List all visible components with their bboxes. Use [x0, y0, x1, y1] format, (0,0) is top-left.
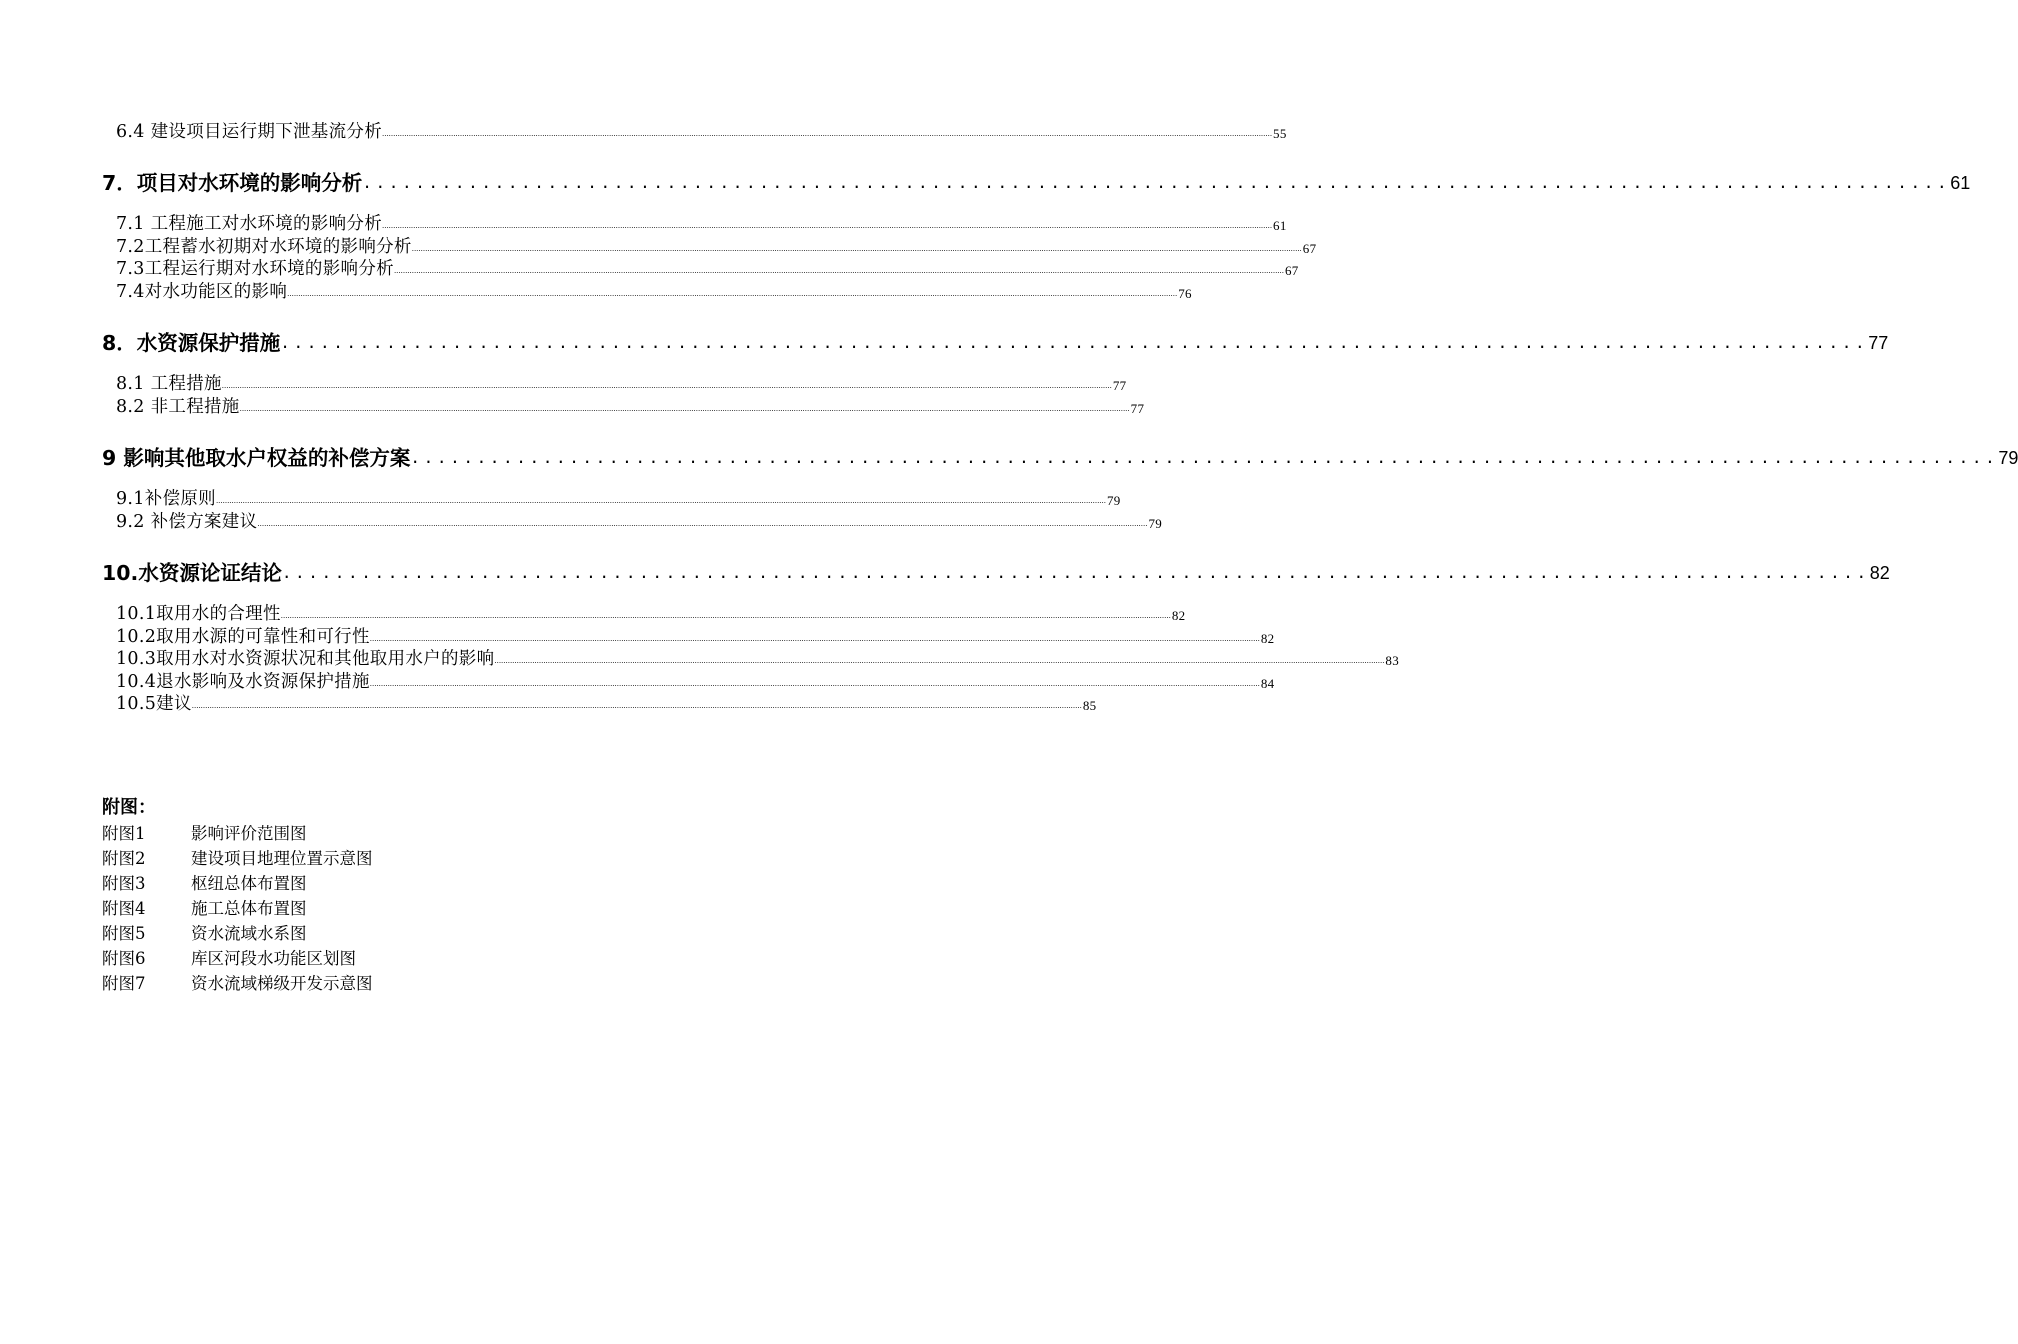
- toc-chapter-row[interactable]: [102, 327, 1889, 357]
- toc-page-number: 79: [1998, 447, 2018, 468]
- figure-list-item: [102, 846, 373, 871]
- toc-section-row[interactable]: [116, 510, 1163, 533]
- toc-page-number: 76: [1178, 285, 1192, 301]
- dot-leader: ................................................................................................................................................................................................................................................................................................................................................................................................................: [393, 267, 1284, 275]
- figure-list-item: [102, 821, 373, 846]
- figure-number: 附图6: [102, 949, 146, 968]
- toc-entry-title: 8.1 工程措施: [116, 374, 222, 394]
- toc-entry-title: 7.2工程蓄水初期对水环境的影响分析: [116, 236, 412, 257]
- dot-leader: ........................................................................................................................: [281, 562, 1870, 582]
- toc-chapter-row[interactable]: [102, 167, 1971, 197]
- toc-section-row[interactable]: [116, 373, 1127, 396]
- figure-list-item: [102, 896, 373, 921]
- toc-page-number: 61: [1273, 218, 1287, 233]
- toc-page-number: 79: [1106, 493, 1121, 508]
- dot-leader: ................................................................................................................................................................................................................................................................................................................................................................................................................: [382, 222, 1273, 230]
- dot-leader: ................................................................................................................................................................................................................................................................................................................................................................................................................: [411, 244, 1302, 253]
- figure-number: 附图3: [102, 874, 146, 893]
- toc-section-row[interactable]: [116, 648, 1400, 671]
- figure-name: 资水流域水系图: [191, 924, 307, 943]
- figure-list-item: [102, 921, 373, 946]
- figure-items: [102, 821, 373, 996]
- toc-page-number: 82: [1869, 562, 1890, 583]
- toc-entry-title: 7.4对水功能区的影响: [116, 281, 288, 302]
- toc-page-number: 77: [1130, 400, 1145, 416]
- dot-leader: ................................................................................................................................................................................................................................................................................................................................................................................................................: [369, 634, 1260, 643]
- dot-leader: ................................................................................................................................................................................................................................................................................................................................................................................................................: [494, 657, 1385, 665]
- dot-leader: ........................................................................................................................: [362, 172, 1951, 192]
- toc-entry-title: 9.1补偿原则: [116, 489, 216, 509]
- toc-entry-title: 10.1取用水的合理性: [116, 604, 281, 624]
- toc-section-row[interactable]: [116, 488, 1121, 511]
- figure-name: 枢纽总体布置图: [191, 874, 307, 893]
- dot-leader: ........................................................................................................................: [280, 332, 1869, 352]
- toc-entry-title: 6.4 建设项目运行期下泄基流分析: [116, 121, 382, 142]
- toc-page-number: 79: [1148, 515, 1163, 531]
- toc-page-number: 85: [1082, 698, 1097, 713]
- toc-page-number: 83: [1385, 653, 1400, 668]
- figure-list-title: 附图：: [102, 797, 156, 818]
- toc-section-row[interactable]: [116, 625, 1275, 648]
- toc-page-number: 77: [1868, 332, 1889, 353]
- figure-name: 资水流域梯级开发示意图: [191, 974, 373, 993]
- toc-entry-title: 10.2取用水源的可靠性和可行性: [116, 626, 370, 647]
- toc-section-row[interactable]: [116, 693, 1097, 716]
- dot-leader: ................................................................................................................................................................................................................................................................................................................................................................................................................: [215, 497, 1106, 505]
- toc-page-number: 82: [1171, 608, 1186, 623]
- toc-page-number: 55: [1273, 125, 1287, 141]
- toc-entry-title: 9 影响其他取水户权益的补偿方案: [102, 445, 411, 470]
- dot-leader: ................................................................................................................................................................................................................................................................................................................................................................................................................: [221, 382, 1112, 390]
- toc-entry-title: 8．水资源保护措施: [102, 330, 281, 355]
- figure-name: 施工总体布置图: [191, 899, 307, 918]
- toc-entry-title: 9.2 补偿方案建议: [116, 511, 258, 532]
- toc-page-number: 61: [1950, 172, 1971, 193]
- toc-section-row[interactable]: [116, 670, 1275, 693]
- toc-chapter-row[interactable]: [102, 442, 2018, 472]
- figure-number: 附图4: [102, 899, 146, 918]
- figure-list-item: [102, 971, 373, 996]
- toc-entry-title: 7．项目对水环境的影响分析: [102, 170, 363, 195]
- figure-name: 影响评价范围图: [191, 824, 307, 843]
- figure-number: 附图2: [102, 849, 146, 868]
- dot-leader: ................................................................................................................................................................................................................................................................................................................................................................................................................: [369, 679, 1260, 688]
- toc-page-number: 82: [1260, 630, 1275, 646]
- toc-section-row[interactable]: [116, 258, 1299, 281]
- toc-entry-title: 10.4退水影响及水资源保护措施: [116, 671, 370, 692]
- dot-leader: ................................................................................................................................................................................................................................................................................................................................................................................................................: [287, 289, 1178, 298]
- table-of-contents: [102, 120, 2018, 715]
- toc-entry-title: 10.水资源论证结论: [102, 560, 282, 585]
- toc-section-row[interactable]: [116, 395, 1145, 418]
- toc-chapter-row[interactable]: [102, 557, 1890, 587]
- toc-page-number: 77: [1112, 378, 1127, 393]
- toc-entry-title: 8.2 非工程措施: [116, 396, 240, 417]
- figure-list-item: [102, 946, 373, 971]
- toc-page-number: 67: [1302, 240, 1317, 256]
- toc-page-number: 84: [1260, 675, 1275, 691]
- toc-entry-title: 10.3取用水对水资源状况和其他取用水户的影响: [116, 649, 495, 669]
- toc-entry-title: 7.3工程运行期对水环境的影响分析: [116, 259, 394, 279]
- toc-entry-title: 10.5建议: [116, 694, 192, 714]
- toc-section-row[interactable]: [116, 280, 1192, 303]
- toc-section-row[interactable]: [116, 235, 1317, 258]
- figure-list-item: [102, 871, 373, 896]
- figure-name: 建设项目地理位置示意图: [191, 849, 373, 868]
- toc-section-row[interactable]: [116, 213, 1287, 236]
- dot-leader: ................................................................................................................................................................................................................................................................................................................................................................................................................: [191, 702, 1082, 710]
- dot-leader: ........................................................................................................................: [410, 447, 1999, 467]
- dot-leader: ................................................................................................................................................................................................................................................................................................................................................................................................................: [280, 612, 1171, 620]
- figure-name: 库区河段水功能区划图: [191, 949, 356, 968]
- toc-page-number: 67: [1284, 263, 1299, 278]
- dot-leader: ................................................................................................................................................................................................................................................................................................................................................................................................................: [257, 519, 1148, 528]
- figure-number: 附图1: [102, 824, 146, 843]
- figure-number: 附图7: [102, 974, 146, 993]
- toc-entry-title: 7.1 工程施工对水环境的影响分析: [116, 214, 382, 234]
- dot-leader: ................................................................................................................................................................................................................................................................................................................................................................................................................: [239, 404, 1130, 413]
- figure-number: 附图5: [102, 924, 146, 943]
- figure-list: [102, 796, 373, 996]
- toc-section-row[interactable]: [116, 603, 1186, 626]
- toc-section-row[interactable]: [116, 120, 1287, 143]
- dot-leader: ................................................................................................................................................................................................................................................................................................................................................................................................................: [382, 129, 1273, 138]
